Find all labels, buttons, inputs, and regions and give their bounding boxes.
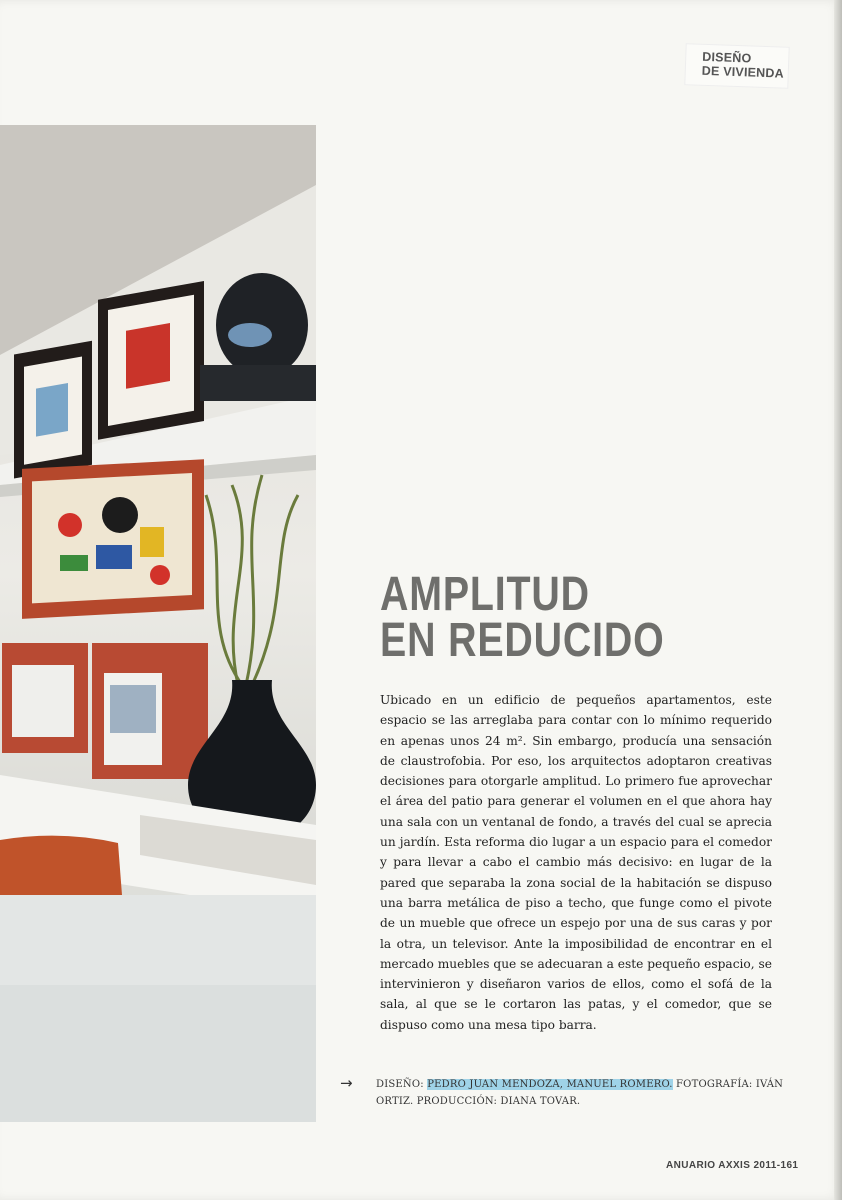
page-folio: ANUARIO AXXIS 2011-161	[666, 1160, 799, 1171]
credits-design-names: PEDRO JUAN MENDOZA, MANUEL ROMERO.	[427, 1079, 673, 1090]
article-title	[380, 568, 724, 667]
interior-illustration	[0, 125, 316, 1122]
interior-photo	[0, 125, 316, 1122]
section-tag	[685, 44, 788, 88]
article-body: Ubicado en un edificio de pequeños apartamentos, este espacio se las arreglaba para contar con lo mínimo requerido en apenas unos 24 m². Sin embargo, producía una sensación de claustrofobia. Por eso, los arquitectos adoptaron creativas decisiones para otorgarle amplitud. Lo primero fue aprovechar el área del patio para generar el volumen en el que ahora hay una sala con un ventanal de fondo, a través del cual se aprecia un jardín. Esta reforma dio lugar a un espacio para el comedor y para llevar a cabo el cambio más decisivo: en lugar de la pared que separaba la zona social de la habitación se dispuso una barra metálica de piso a techo, que funge como el pivote de un mueble que ofrece un espejo por una de sus caras y por la otra, un televisor. Ante la imposibilidad de encontrar en el mercado muebles que se adecuaran a este pequeño espacio, se intervinieron y diseñaron varios de ellos, como el sofá de la sala, al que se le cortaron las patas, y el comedor, que se dispuso como una mesa tipo barra.	[380, 693, 772, 1032]
section-tag-line1: DISEÑO	[702, 49, 752, 66]
title-line1: AMPLITUD	[380, 568, 590, 621]
section-tag-line2: DE VIVIENDA	[701, 63, 785, 81]
title-line2: EN REDUCIDO	[380, 614, 665, 667]
credits	[376, 1076, 786, 1110]
page-edge	[834, 0, 842, 1200]
credits-rest: FOTOGRAFÍA: IVÁN ORTIZ. PRODUCCIÓN: DIANA TOVAR.	[376, 1079, 784, 1107]
credits-design-label: DISEÑO:	[376, 1079, 424, 1090]
credits-arrow-icon: →	[340, 1074, 353, 1092]
